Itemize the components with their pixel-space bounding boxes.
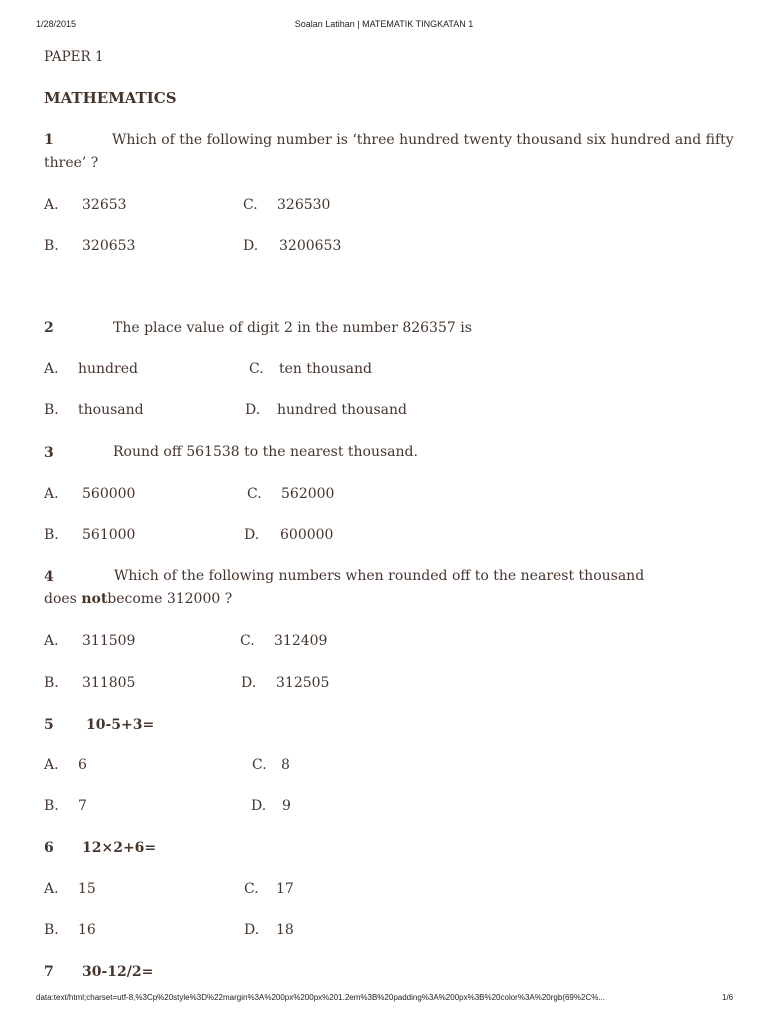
option-c-value: 8 — [281, 757, 290, 773]
option-a-value: 311509 — [82, 633, 136, 649]
option-d-value: 600000 — [280, 527, 334, 543]
option-a-label: A. — [44, 881, 59, 897]
question-number: 5 — [44, 717, 54, 733]
question-number: 4 — [44, 569, 54, 585]
option-a-value: 15 — [78, 881, 96, 897]
option-d-label: D. — [251, 798, 267, 814]
option-d-label: D. — [243, 238, 259, 254]
option-b-label: B. — [44, 238, 59, 254]
option-c-label: C. — [252, 757, 267, 773]
question-text: Which of the following numbers when rounded off to the nearest thousand — [114, 568, 645, 584]
option-a-label: A. — [44, 361, 59, 377]
question-number: 7 — [44, 964, 54, 980]
option-d-label: D. — [244, 922, 260, 938]
option-b-value: 320653 — [82, 238, 136, 254]
option-a-label: A. — [44, 486, 59, 502]
paper-label: PAPER 1 — [44, 49, 104, 65]
option-a-label: A. — [44, 633, 59, 649]
option-b-label: B. — [44, 402, 59, 418]
question-number: 2 — [44, 320, 54, 336]
option-c-value: ten thousand — [279, 361, 372, 377]
option-b-value: 16 — [78, 922, 96, 938]
option-d-value: hundred thousand — [277, 402, 407, 418]
option-d-label: D. — [244, 527, 260, 543]
option-b-value: 561000 — [82, 527, 136, 543]
option-d-value: 3200653 — [279, 238, 342, 254]
option-a-value: 32653 — [82, 197, 127, 213]
option-c-value: 17 — [276, 881, 294, 897]
subject-heading: MATHEMATICS — [44, 89, 177, 107]
option-c-value: 326530 — [277, 197, 331, 213]
option-c-label: C. — [244, 881, 259, 897]
page-number: 1/6 — [722, 993, 734, 1002]
question-text: The place value of digit 2 in the number 826357 is — [113, 320, 472, 336]
option-b-value: 7 — [78, 798, 87, 814]
option-d-label: D. — [245, 402, 261, 418]
option-c-value: 312409 — [274, 633, 328, 649]
question-expression: 30-12/2= — [82, 964, 154, 980]
option-b-label: B. — [44, 798, 59, 814]
question-number: 3 — [44, 445, 54, 461]
option-b-value: 311805 — [82, 675, 136, 691]
option-a-value: hundred — [78, 361, 138, 377]
option-a-label: A. — [44, 757, 59, 773]
question-number: 1 — [44, 132, 54, 148]
option-a-label: A. — [44, 197, 59, 213]
option-d-label: D. — [241, 675, 257, 691]
question-text: Which of the following number is ‘three hundred twenty thousand six hundred and fifty — [112, 132, 734, 148]
option-c-label: C. — [243, 197, 258, 213]
question-expression: 10-5+3= — [86, 717, 155, 733]
question-text: Round off 561538 to the nearest thousand. — [113, 444, 418, 460]
option-d-value: 18 — [276, 922, 294, 938]
print-url: data:text/html;charset=utf-8,%3Cp%20style%3D%22margin%3A%200px%200px%201.2em%3B%20padding%3A%200px%3B%20color%3A%20rgb(69%2C%... — [36, 993, 605, 1002]
option-b-value: thousand — [78, 402, 144, 418]
text-part: become 312000 ? — [107, 591, 233, 607]
question-number: 6 — [44, 840, 54, 856]
option-c-label: C. — [240, 633, 255, 649]
option-a-value: 560000 — [82, 486, 136, 502]
option-b-label: B. — [44, 675, 59, 691]
print-date: 1/28/2015 — [36, 19, 77, 29]
option-d-value: 312505 — [276, 675, 330, 691]
option-c-label: C. — [247, 486, 262, 502]
emphasis-not: not — [81, 591, 108, 607]
option-b-label: B. — [44, 922, 59, 938]
option-b-label: B. — [44, 527, 59, 543]
option-c-label: C. — [249, 361, 264, 377]
question-text-cont — [44, 590, 232, 608]
option-d-value: 9 — [282, 798, 291, 814]
page-title: Soalan Latihan | MATEMATIK TINGKATAN 1 — [294, 19, 474, 29]
text-part: does — [44, 591, 82, 607]
option-c-value: 562000 — [281, 486, 335, 502]
question-expression: 12×2+6= — [82, 840, 157, 856]
option-a-value: 6 — [78, 757, 87, 773]
question-text-cont: three’ ? — [44, 155, 99, 171]
